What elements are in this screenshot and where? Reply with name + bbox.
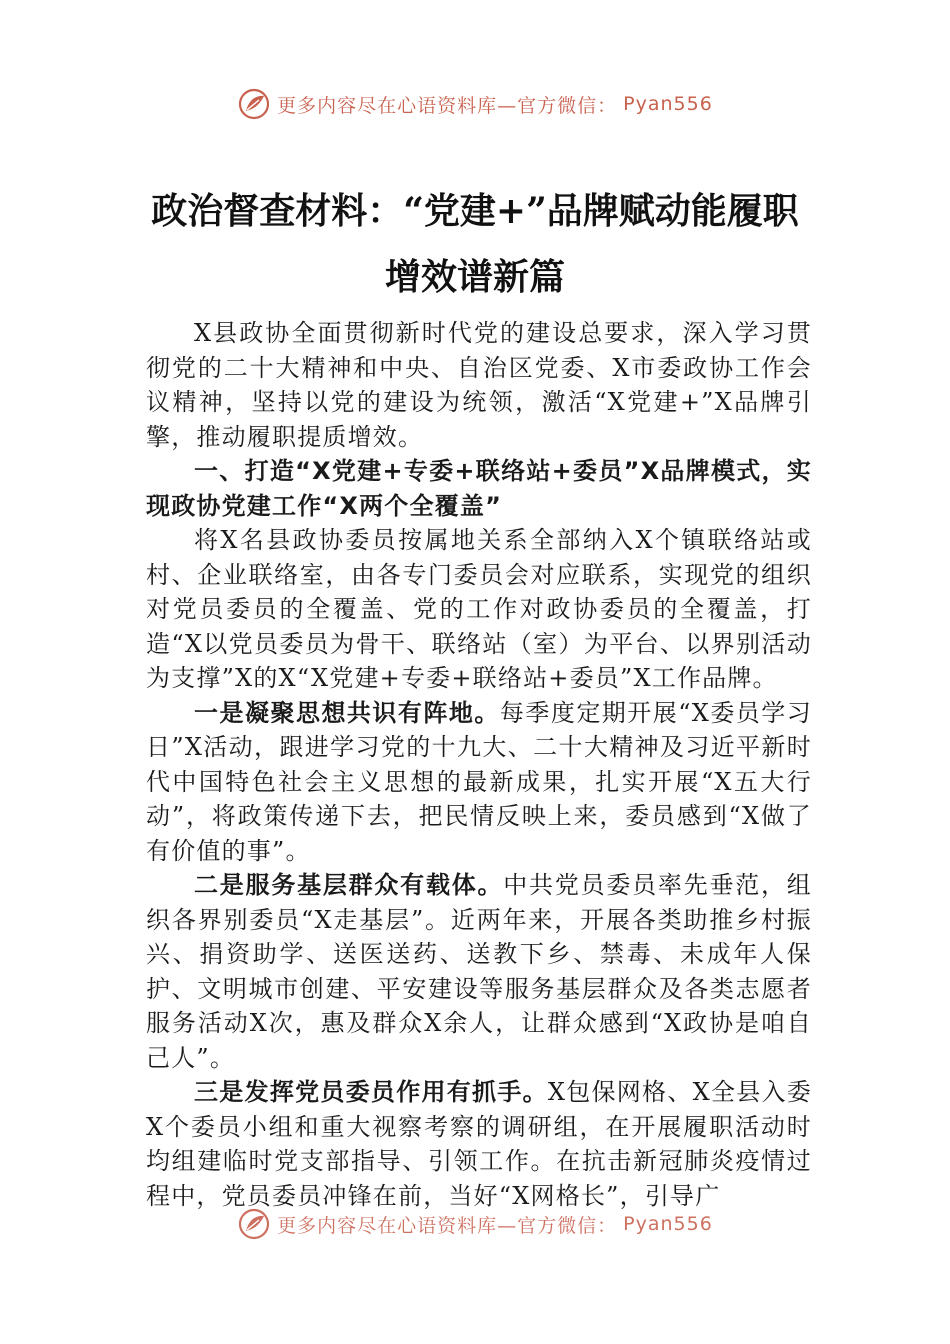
point2-lead: 二是服务基层群众有载体。 xyxy=(194,871,504,899)
point2-body: 中共党员委员率先垂范，组织各界别委员“X走基层”。近两年来，开展各类助推乡村振兴、捐资助学、送医送药、送教下乡、禁毒、未成年人保护、文明城市创建、平安建设等服务基层群众及各类志愿者服务活动X次，惠及群众X余人，让群众感到“X政协是咱自己人”。 xyxy=(146,871,812,1072)
title-line-1: 政治督查材料：“党建+”品牌赋动能履职 xyxy=(151,190,799,232)
leaf-logo-icon xyxy=(237,1207,271,1241)
watermark-banner-top xyxy=(0,84,950,124)
watermark-text: 更多内容尽在心语资料库—官方微信： xyxy=(277,1214,618,1237)
section1-heading: 一、打造“X党建+专委+联络站+委员”X品牌模式，实现政协党建工作“X两个全覆盖” xyxy=(146,457,812,520)
wechat-id: Pyan556 xyxy=(623,1213,713,1235)
point2-paragraph xyxy=(146,868,812,1075)
point1-lead: 一是凝聚思想共识有阵地。 xyxy=(194,698,500,727)
intro-paragraph: X县政协全面贯彻新时代党的建设总要求，深入学习贯彻党的二十大精神和中央、自治区党委、X市委政协工作会议精神，坚持以党的建设为统领，激活“X党建+”X品牌引擎，推动履职提质增效。 xyxy=(146,319,812,451)
watermark-text: 更多内容尽在心语资料库—官方微信： xyxy=(277,94,618,117)
point3-body: X包保网格、X全县入委X个委员小组和重大视察考察的调研组，在开展履职活动时均组建临时党支部指导、引领工作。在抗击新冠肺炎疫情过程中，党员委员冲锋在前，当好“X网格长”，引导广 xyxy=(146,1078,812,1210)
section1-paragraph: 将X名县政协委员按属地关系全部纳入X个镇联络站或村、企业联络室，由各专门委员会对应联系，实现党的组织对党员委员的全覆盖、党的工作对政协委员的全覆盖，打造“X以党员委员为骨干、联络站（室）为平台、以界别活动为支撑”X的X“X党建+专委+联络站+委员”X工作品牌。 xyxy=(146,526,812,692)
point1-body: 每季度定期开展“X委员学习日”X活动，跟进学习党的十九大、二十大精神及习近平新时代中国特色社会主义思想的最新成果，扎实开展“X五大行动”，将政策传递下去，把民情反映上来，委员感到“X做了有价值的事”。 xyxy=(146,698,812,865)
point1-paragraph xyxy=(146,696,812,869)
point3-paragraph xyxy=(146,1075,812,1213)
document-title xyxy=(100,178,850,310)
watermark-banner-bottom xyxy=(0,1204,950,1244)
wechat-id: Pyan556 xyxy=(623,93,713,115)
title-line-2: 增效谱新篇 xyxy=(384,256,565,298)
point3-lead: 三是发挥党员委员作用有抓手。 xyxy=(194,1078,548,1106)
leaf-logo-icon xyxy=(237,87,271,121)
document-body xyxy=(146,316,812,1213)
